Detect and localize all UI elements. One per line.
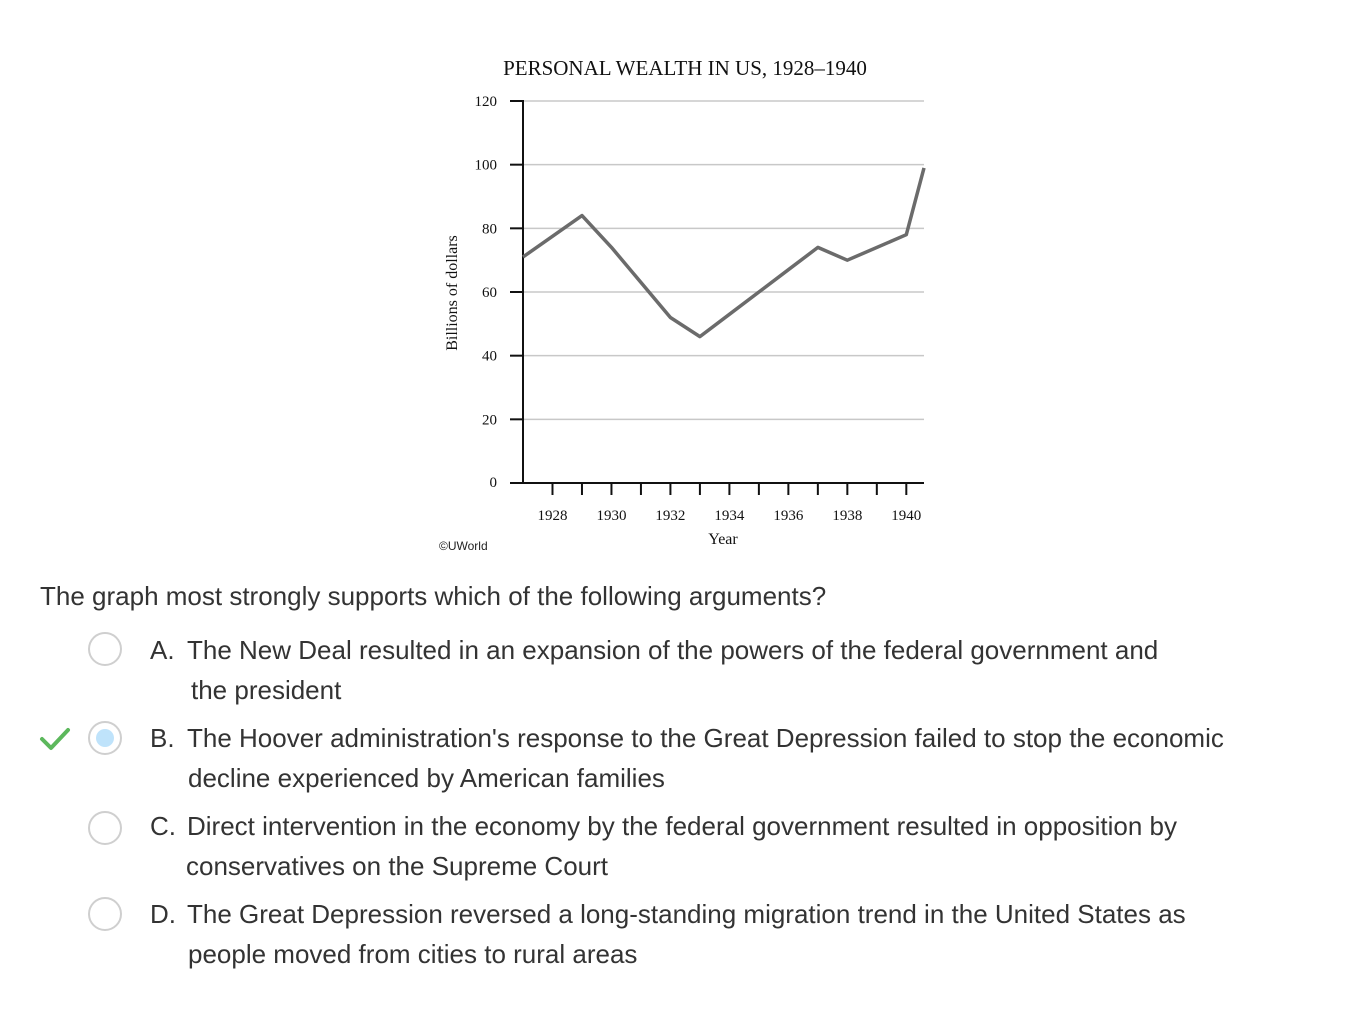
- choice-text-a-line1: The New Deal resulted in an expansion of the powers of the federal government and: [187, 635, 1159, 665]
- answer-choice-d[interactable]: [0, 894, 1366, 974]
- choice-letter-a: A.: [150, 635, 175, 665]
- y-axis-label: Billions of dollars: [444, 235, 461, 351]
- check-icon: [38, 726, 72, 752]
- x-ticks: [537, 483, 921, 524]
- x-tick-label-1932: 1932: [655, 508, 686, 524]
- choice-text-b-line1: The Hoover administration's response to the Great Depression failed to stop the economic: [187, 723, 1224, 753]
- y-tick-label-60: 60: [482, 285, 497, 301]
- answer-choice-a[interactable]: [0, 630, 1366, 710]
- x-axis-label: Year: [708, 531, 738, 548]
- choice-text-b-line2: decline experienced by American families: [188, 763, 665, 793]
- y-tick-label-80: 80: [482, 221, 497, 238]
- chart-title: PERSONAL WEALTH IN US, 1928–1940: [503, 56, 867, 80]
- copyright-text: ©UWorld: [439, 539, 488, 553]
- question-text: The graph most strongly supports which of the following arguments?: [40, 581, 827, 611]
- radio-button-c[interactable]: [88, 811, 122, 845]
- x-tick-label-1940: 1940: [891, 508, 922, 524]
- choice-text-c-line2: conservatives on the Supreme Court: [186, 851, 608, 881]
- x-tick-label-1936: 1936: [773, 508, 804, 524]
- choice-text-d-line1: The Great Depression reversed a long-standing migration trend in the United States as: [187, 899, 1186, 929]
- choice-letter-d: D.: [150, 899, 176, 929]
- grid-lines: [523, 101, 924, 419]
- y-ticks: [475, 94, 524, 491]
- y-tick-label-20: 20: [482, 412, 497, 429]
- x-tick-label-1930: 1930: [596, 508, 627, 524]
- y-tick-label-120: 120: [474, 94, 497, 110]
- y-tick-label-0: 0: [489, 475, 497, 491]
- x-tick-label-1938: 1938: [832, 508, 863, 524]
- x-tick-label-1928: 1928: [537, 508, 568, 524]
- answer-choice-c[interactable]: [0, 806, 1366, 886]
- series-line: [523, 168, 924, 337]
- radio-button-a[interactable]: [88, 632, 122, 666]
- x-tick-label-1934: 1934: [714, 508, 745, 524]
- answer-choice-b[interactable]: [0, 718, 1366, 798]
- choice-letter-b: B.: [150, 723, 175, 753]
- y-tick-label-100: 100: [474, 157, 497, 174]
- choice-text-c-line1: Direct intervention in the economy by the federal government resulted in opposition by: [187, 811, 1178, 841]
- radio-button-b[interactable]: [88, 721, 122, 755]
- choice-text-d-line2: people moved from cities to rural areas: [188, 939, 638, 969]
- radio-button-d[interactable]: [88, 897, 122, 931]
- choice-letter-c: C.: [150, 811, 176, 841]
- choice-text-a-line2: the president: [191, 675, 342, 705]
- y-tick-label-40: 40: [482, 348, 497, 365]
